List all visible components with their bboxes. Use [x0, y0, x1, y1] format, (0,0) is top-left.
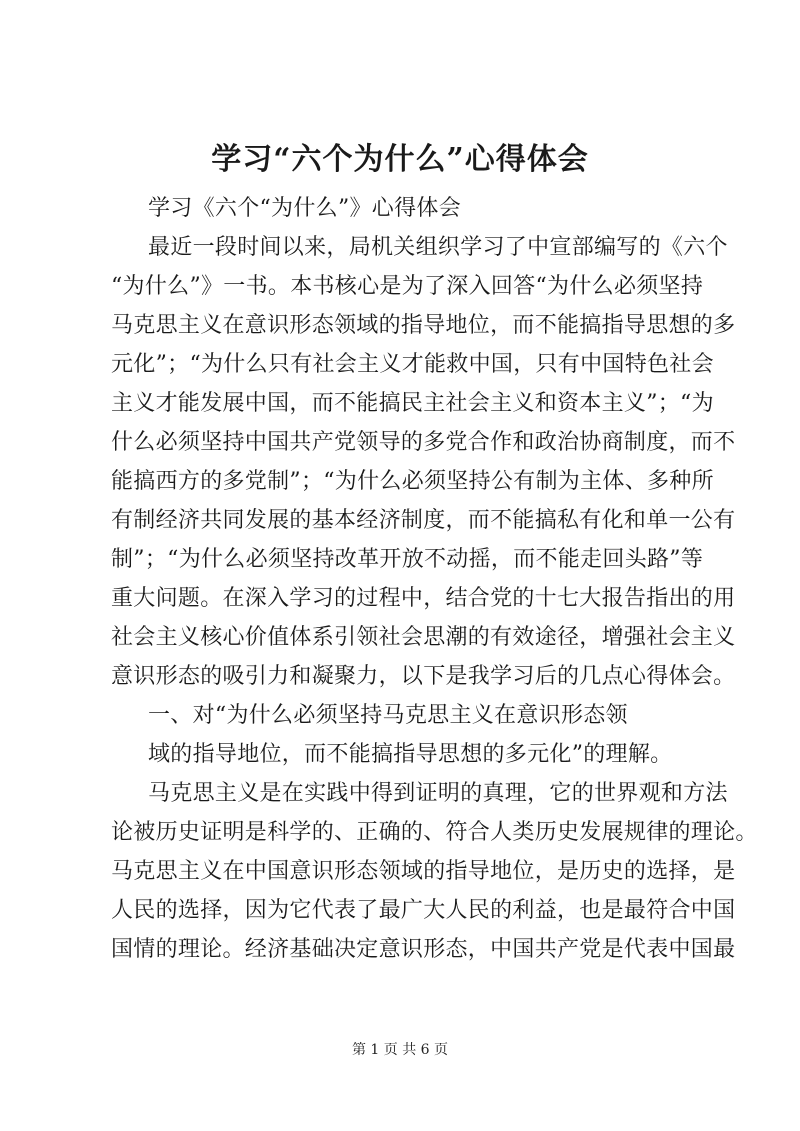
- subtitle-line: 学习《六个“为什么”》心得体会: [148, 196, 461, 221]
- paragraph-line: 论被历史证明是科学的、正确的、符合人类历史发展规律的理论。: [111, 820, 758, 845]
- section-heading-line: 域的指导地位，而不能搞指导思想的多元化”的理解。: [148, 742, 673, 767]
- paragraph-line: 国情的理论。经济基础决定意识形态，中国共产党是代表中国最: [111, 937, 736, 962]
- paragraph-line: 意识形态的吸引力和凝聚力，以下是我学习后的几点心得体会。: [111, 664, 736, 689]
- paragraph-line: 重大问题。在深入学习的过程中，结合党的十七大报告指出的用: [111, 586, 736, 611]
- page-number-footer: 第 1 页 共 6 页: [351, 1042, 449, 1058]
- paragraph-line: 主义才能发展中国，而不能搞民主社会主义和资本主义”；“为: [111, 391, 714, 416]
- paragraph-line: 马克思主义在中国意识形态领域的指导地位，是历史的选择，是: [111, 859, 736, 884]
- paragraph-line: 什么必须坚持中国共产党领导的多党合作和政治协商制度，而不: [111, 430, 736, 455]
- section-heading-line: 一、对“为什么必须坚持马克思主义在意识形态领: [148, 703, 628, 728]
- paragraph-line: 人民的选择，因为它代表了最广大人民的利益，也是最符合中国: [111, 898, 736, 923]
- paragraph-line: 元化”；“为什么只有社会主义才能救中国，只有中国特色社会: [111, 352, 714, 377]
- paragraph-line: 制”；“为什么必须坚持改革开放不动摇，而不能走回头路”等: [111, 547, 704, 572]
- document-title: 学习“六个为什么”心得体会: [211, 142, 589, 177]
- paragraph-line: 马克思主义在意识形态领域的指导地位，而不能搞指导思想的多: [111, 313, 736, 338]
- paragraph-line: 社会主义核心价值体系引领社会思潮的有效途径，增强社会主义: [111, 625, 736, 650]
- paragraph-line: 能搞西方的多党制”；“为什么必须坚持公有制为主体、多种所: [111, 469, 714, 494]
- paragraph-line: 有制经济共同发展的基本经济制度，而不能搞私有化和单一公有: [111, 508, 736, 533]
- paragraph-line: 马克思主义是在实践中得到证明的真理，它的世界观和方法: [148, 781, 728, 806]
- paragraph-line: 最近一段时间以来，局机关组织学习了中宣部编写的《六个: [148, 235, 728, 260]
- paragraph-line: “为什么”》一书。本书核心是为了深入回答“为什么必须坚持: [111, 274, 704, 299]
